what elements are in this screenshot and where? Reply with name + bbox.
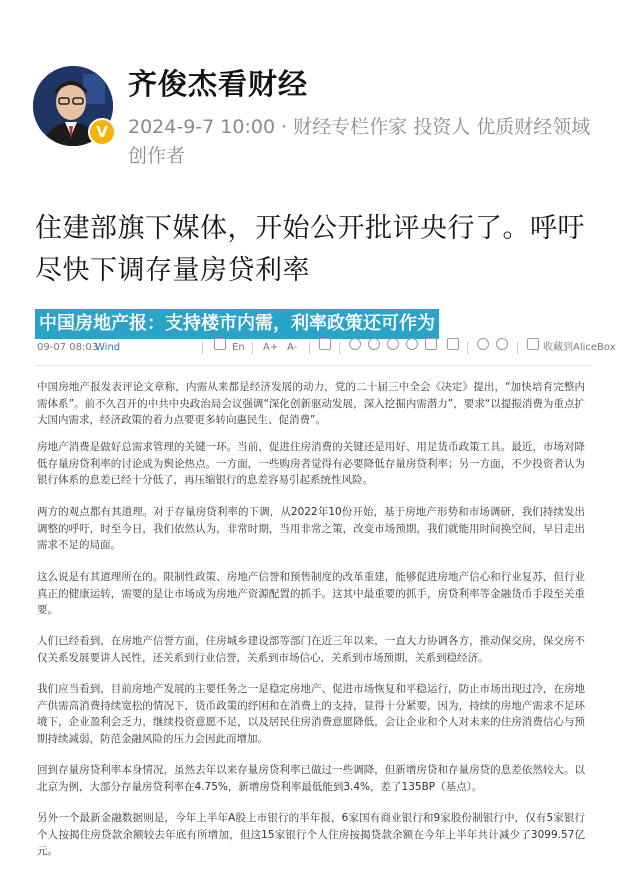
toolbar-divider — [339, 342, 340, 354]
font-smaller-button[interactable]: A- — [287, 342, 298, 353]
article-paragraph: 人们已经看到，在房地产信誉方面，住房城乡建设部等部门在近三年以来，一直大力协调各方，推动保交房，保交房不仅关系发展要讲人民性，还关系到行业信誉，关系到市场信心，关系到市场预期，关系到稳经济。 — [37, 635, 585, 664]
verified-v-icon: V — [88, 118, 116, 146]
article-paragraph: 回到存量房贷利率本身情况，虽然去年以来存量房贷利率已做过一些调降，但新增房贷和存量房贷的息差依然较大。以北京为例，大部分存量房贷利率在4.75%，新增房贷利率最低能到3.4%，差了135BP（基点）。 — [37, 764, 585, 793]
article-title: 中国房地产报：支持楼市内需，利率政策还可作为 — [39, 313, 435, 334]
font-bigger-button[interactable]: A+ — [263, 342, 279, 353]
article-paragraph: 中国房地产报发表评论文章称，内需从来都是经济发展的动力，党的二十届三中全会《决定》提出，“加快培育完整内需体系”。前不久召开的中共中央政治局会议强调“深化创新驱动发展，深入挖掘内需潜力”，要求“以提振消费为重点扩大国内需求，经济政策的着力点要更多转向惠民生、促消费”。 — [37, 381, 585, 426]
article-screenshot — [0, 303, 625, 876]
author-name[interactable]: 齐俊杰看财经 — [128, 67, 309, 101]
article-paragraph: 房地产消费是做好总需求管理的关键一环。当前，促进住房消费的关键还是用好、用足货币政策工具。最近，市场对降低存量房贷利率的讨论成为舆论热点。一方面，一些购房者觉得有必要降低存量房贷利率；另一方面，不少投资者认为银行体系的息差已经十分低了，再压缩银行的息差容易引起系统性风险。 — [37, 441, 585, 486]
toolbar-divider — [467, 342, 468, 354]
article-paragraph: 两方的观点都有其道理。对于存量房贷利率的下调，从2022年10份开始，基于房地产形势和市场调研，我们持续发出调整的呼吁，时至今日，我们依然认为，非常时期，当用非常之策，改变市场预期，我们就能用时间换空间，早日走出需求不足的局面。 — [37, 506, 585, 551]
post-meta: 2024-9-7 10:00 · 财经专栏作家 投资人 优质财经领域创作者 — [128, 116, 591, 167]
article-source[interactable]: Wind — [95, 342, 121, 353]
collect-button[interactable]: 收藏到AliceBox — [543, 342, 616, 353]
article-paragraph: 我们应当看到，目前房地产发展的主要任务之一是稳定房地产、促进市场恢复和平稳运行，防止市场出现过冷，在房地产供需高消费持续宽松的情况下，货币政策的纾困和在消费上的支持，显得十分紧要，因为，持续的房地产需求不足环境下，企业盈利会乏力，继续投资意愿不足，以及居民住房消费意愿降低，会让企业和个人对未来的住房消费信心与预期持续减弱，防范金融风险的压力会因此而增加。 — [37, 683, 585, 745]
article-paragraph: 这么说是有其道理所在的。限制性政策、房地产信誉和预售制度的改革重建，能够促进房地产信心和行业复苏，但行业真正的健康运转，需要的是让市场成为房地产资源配置的抓手。这其中最重要的抓手，房贷利率等金融货币手段至关重要。 — [37, 571, 585, 616]
post-headline: 住建部旗下媒体，开始公开批评央行了。呼吁尽快下调存量房贷利率 — [35, 213, 585, 286]
article-title-banner — [35, 309, 439, 339]
author-header — [0, 0, 625, 190]
toolbar-divider — [309, 342, 310, 354]
toolbar-divider — [517, 342, 518, 354]
article-date: 09-07 08:03 — [37, 342, 99, 353]
toolbar-rule — [35, 365, 590, 366]
toolbar-divider — [202, 342, 203, 354]
article-paragraph: 另外一个最新金融数据则是，今年上半年A股上市银行的半年报，6家国有商业银行和9家股份制银行中，仅有5家银行个人按揭住房贷款余额较去年底有所增加，但这15家银行个人住房按揭贷款余额在今年上半年共计减少了3099.57亿元。 — [37, 812, 585, 857]
article-toolbar — [37, 338, 616, 358]
toolbar-divider — [252, 342, 253, 354]
lang-button[interactable]: En — [232, 342, 245, 353]
